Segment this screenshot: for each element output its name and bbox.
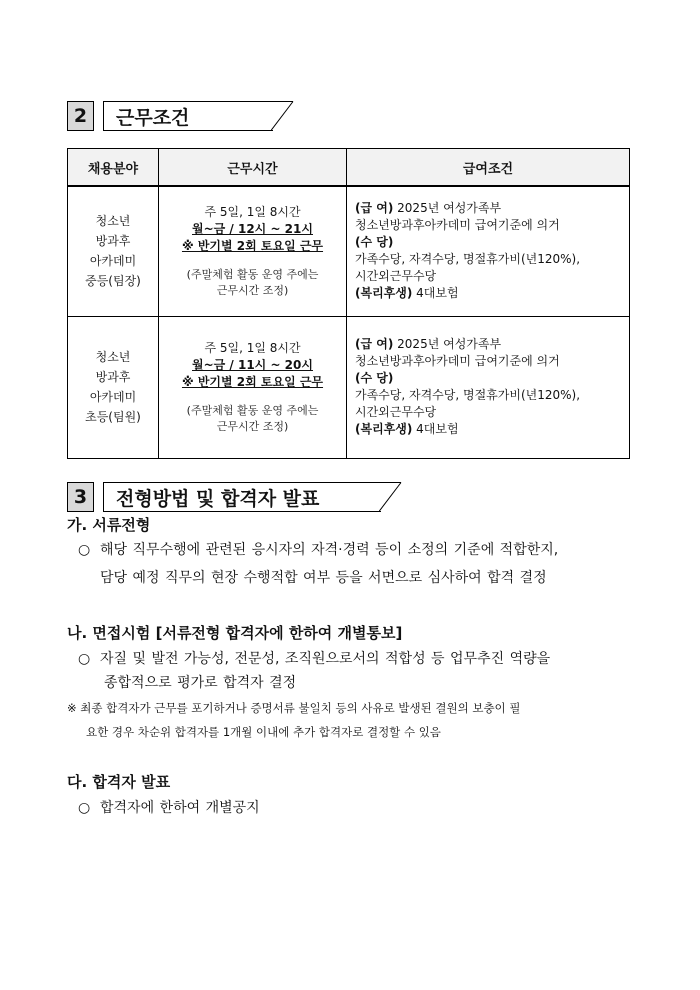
table-row <box>68 316 630 458</box>
header-field: 채용분야 <box>68 149 159 187</box>
field-line: 청소년 <box>95 350 131 364</box>
hours-schedule: 월~금 / 11시 ~ 20시 <box>192 357 313 372</box>
pay-text: 4대보험 <box>412 286 459 301</box>
section-title <box>103 101 273 131</box>
pay-cell <box>347 316 630 458</box>
bullet-item <box>78 794 260 822</box>
circle-bullet-icon: ○ <box>78 542 91 558</box>
pay-text: 청소년방과후아카데미 급여기준에 의거 <box>355 218 560 233</box>
hours-note <box>165 403 340 435</box>
bullet-continuation: 담당 예정 직무의 현장 수행적합 여부 등을 서면으로 심사하여 합격 결정 <box>100 570 547 586</box>
hours-cell <box>159 186 347 316</box>
pay-text: 4대보험 <box>412 422 459 436</box>
field-line: 중등(팀장) <box>85 274 141 289</box>
bullet-text: 자질 및 발전 가능성, 전문성, 조직원으로서의 적합성 등 업무추진 역량을 <box>100 651 551 667</box>
field-line: 방과후 <box>95 370 131 384</box>
section-number: 3 <box>67 482 94 512</box>
pay-text: 2025년 여성가족부 <box>393 337 502 351</box>
hours-cell <box>159 316 347 458</box>
remark-line: 요한 경우 차순위 합격자를 1개월 이내에 추가 합격자로 결정할 수 있음 <box>86 725 441 739</box>
hours-line: 주 5일, 1일 8시간 <box>204 340 301 355</box>
pay-text: 가족수당, 자격수당, 명절휴가비(년120%), <box>355 252 581 267</box>
field-line: 아카데미 <box>89 390 137 404</box>
section-title-text: 전형방법 및 합격자 발표 <box>116 487 320 510</box>
remark-line: ※ 최종 합격자가 근무를 포기하거나 증명서류 불일치 등의 사유로 발생된 결원의 보충이 필 <box>67 701 521 715</box>
pay-label: (수 당) <box>355 235 394 250</box>
pay-cell <box>347 186 630 316</box>
hours-schedule: 월~금 / 12시 ~ 21시 <box>192 221 313 236</box>
pay-label: (급 여) <box>355 201 394 216</box>
pay-text: 시간외근무수당 <box>355 405 437 419</box>
subsection-title: 가. 서류전형 <box>67 516 151 534</box>
pay-label: (복리후생) <box>355 422 413 436</box>
pay-text: 가족수당, 자격수당, 명절휴가비(년120%), <box>355 388 581 402</box>
pay-line <box>355 421 621 438</box>
pay-line <box>355 285 621 302</box>
section-title <box>103 482 381 512</box>
section-3-heading <box>67 482 381 512</box>
work-conditions-table <box>67 148 630 459</box>
section-number: 2 <box>67 101 94 131</box>
subsection-title: 다. 합격자 발표 <box>67 773 171 791</box>
section-title-text: 근무조건 <box>116 106 190 129</box>
title-slant-decoration <box>271 101 295 131</box>
pay-text: 2025년 여성가족부 <box>393 201 502 216</box>
pay-label: (복리후생) <box>355 286 413 301</box>
bullet-item <box>78 536 558 564</box>
hours-line: 주 5일, 1일 8시간 <box>204 204 301 219</box>
field-line: 청소년 <box>95 214 131 229</box>
pay-label: (급 여) <box>355 337 394 351</box>
saturday-note: ※ 반기별 2회 토요일 근무 <box>181 238 324 253</box>
hours-note-line: 근무시간 조정) <box>216 419 289 433</box>
pay-label: (수 당) <box>355 371 394 385</box>
hours-note-line: 근무시간 조정) <box>216 283 289 297</box>
field-cell <box>68 186 159 316</box>
section-2-heading <box>67 101 273 131</box>
bullet-text: 해당 직무수행에 관련된 응시자의 자격·경력 등이 소정의 기준에 적합한지, <box>100 542 559 558</box>
circle-bullet-icon: ○ <box>78 651 91 667</box>
field-cell <box>68 316 159 458</box>
title-slant-decoration <box>379 482 403 512</box>
pay-text: 청소년방과후아카데미 급여기준에 의거 <box>355 354 560 368</box>
field-line: 방과후 <box>95 234 131 249</box>
subsection-title: 나. 면접시험 [서류전형 합격자에 한하여 개별통보] <box>67 624 403 642</box>
hours-note-line: (주말체험 활동 운영 주에는 <box>186 403 319 417</box>
bullet-text: 합격자에 한하여 개별공지 <box>100 800 260 816</box>
bullet-continuation: 종합적으로 평가로 합격자 결정 <box>104 675 297 691</box>
hours-note <box>165 267 340 299</box>
table-header-row <box>68 149 630 187</box>
header-hours: 근무시간 <box>159 149 347 187</box>
table-row <box>68 186 630 316</box>
circle-bullet-icon: ○ <box>78 800 91 816</box>
pay-line <box>355 200 621 217</box>
header-pay: 급여조건 <box>347 149 630 187</box>
pay-line <box>355 336 621 353</box>
pay-text: 시간외근무수당 <box>355 269 437 284</box>
saturday-note: ※ 반기별 2회 토요일 근무 <box>181 374 324 389</box>
field-line: 초등(팀원) <box>85 410 141 424</box>
hours-note-line: (주말체험 활동 운영 주에는 <box>186 267 319 281</box>
field-line: 아카데미 <box>89 254 137 269</box>
